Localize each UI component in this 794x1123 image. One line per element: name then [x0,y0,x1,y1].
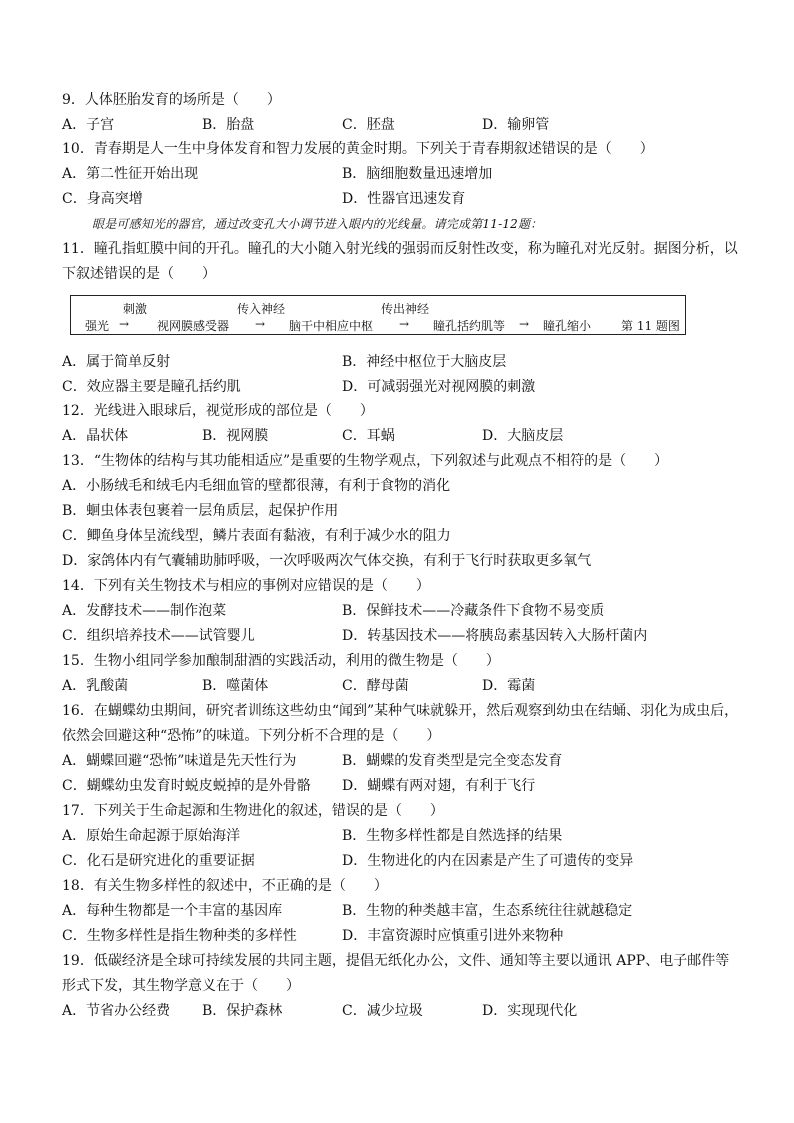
q10-option-c: C．身高突增 [62,191,143,207]
q14-option-d: D．转基因技术——将胰岛素基因转入大肠杆菌内 [342,628,648,644]
q11-option-d: D．可减弱强光对视网膜的刺激 [342,379,536,395]
q16-option-a: A．蝴蝶回避“恐怖”味道是先天性行为 [62,753,297,769]
diagram-node-pupil-constriction: 瞳孔缩小 [543,319,592,333]
q13-option-a: A．小肠绒毛和绒毛内毛细血管的壁都很薄，有利于食物的消化 [62,478,451,494]
q18-option-a: A．每种生物都是一个丰富的基因库 [62,903,283,919]
q16-option-b: B．蝴蝶的发育类型是完全变态发育 [342,753,563,769]
q15-option-a: A．乳酸菌 [62,678,129,694]
question-17-stem: 17．下列关于生命起源和生物进化的叙述，错误的是（ ） [62,803,444,819]
q17-option-a: A．原始生命起源于原始海洋 [62,828,241,844]
question-15-stem: 15．生物小组同学参加酿制甜酒的实践活动，利用的微生物是（ ） [62,653,500,669]
q12-option-a: A．晶状体 [62,428,129,444]
q16-option-d: D．蝴蝶有两对翅，有利于飞行 [342,778,536,794]
q10-option-d: D．性器官迅速发育 [342,191,466,207]
q15-option-b: B．噬菌体 [202,678,269,694]
diagram-node-brainstem-center: 脑干中相应中枢 [289,319,374,333]
question-19-stem-line2: 形式下发，其生物学意义在于（ ） [62,978,300,994]
q17-option-c: C．化石是研究进化的重要证据 [62,853,255,869]
diagram-label-efferent: 传出神经 [381,302,430,316]
question-13-stem: 13．“生物体的结构与其功能相适应”是重要的生物学观点，下列叙述与此观点不相符的是（ ） [62,453,669,469]
reflex-diagram [70,295,686,335]
q15-option-d: D．霉菌 [482,678,536,694]
diagram-node-pupil-sphincter: 瞳孔括约肌等 [433,319,506,333]
q17-option-b: B．生物多样性都是自然选择的结果 [342,828,563,844]
q18-option-d: D．丰富资源时应慎重引进外来物种 [342,928,564,944]
q11-option-c: C．效应器主要是瞳孔括约肌 [62,379,241,395]
question-9-stem: 9．人体胚胎发育的场所是（ ） [62,92,281,108]
q10-option-a: A．第二性征开始出现 [62,166,199,182]
q14-option-b: B．保鲜技术——冷藏条件下食物不易变质 [342,603,605,619]
question-11-stem-line2: 下叙述错误的是（ ） [62,266,216,282]
q19-option-a: A．节省办公经费 [62,1003,171,1019]
question-16-stem-line2: 依然会回避这种“恐怖”的味道。下列分析不合理的是（ ） [62,728,441,744]
question-9-options [62,115,762,135]
q12-option-d: D．大脑皮层 [482,428,564,444]
arrow-icon: → [255,317,266,331]
q13-option-b: B．蛔虫体表包裹着一层角质层，起保护作用 [62,503,339,519]
question-10-options [62,164,762,184]
q19-option-d: D．实现现代化 [482,1003,578,1019]
question-10-stem: 10．青春期是人一生中身体发育和智力发展的黄金时期。下列关于青春期叙述错误的是（ ） [62,141,654,157]
q19-option-c: C．减少垃圾 [342,1003,423,1019]
q12-option-c: C．耳蜗 [342,428,395,444]
q9-option-a: A．子宫 [62,117,115,133]
diagram-caption: 第 11 题图 [621,319,680,333]
diagram-node-retina-receptor: 视网膜感受器 [157,319,230,333]
question-19-stem-line1: 19．低碳经济是全球可持续发展的共同主题，提倡无纸化办公，文件、通知等主要以通讯 APP、电子邮件等 [62,953,730,969]
diagram-node-strong-light: 强光 [85,319,110,333]
q9-option-c: C．胚盘 [342,117,395,133]
q13-option-d: D．家鸽体内有气囊辅助肺呼吸，一次呼吸两次气体交换，有利于飞行时获取更多氧气 [62,553,592,569]
q10-option-b: B．脑细胞数量迅速增加 [342,166,493,182]
q14-option-a: A．发酵技术——制作泡菜 [62,603,227,619]
q18-option-c: C．生物多样性是指生物种类的多样性 [62,928,297,944]
q15-option-c: C．酵母菌 [342,678,409,694]
question-11-stem-line1: 11．瞳孔指虹膜中间的开孔。瞳孔的大小随入射光线的强弱而反射性改变，称为瞳孔对光反射。据图分析，以 [62,241,738,257]
q9-option-b: B．胎盘 [202,117,255,133]
q11-option-a: A．属于简单反射 [62,354,171,370]
question-14-stem: 14．下列有关生物技术与相应的事例对应错误的是（ ） [62,578,430,594]
question-16-stem-line1: 16．在蝴蝶幼虫期间，研究者训练这些幼虫“闻到”某种气味就躲开，然后观察到幼虫在结蛹、羽化为成虫后， [62,703,739,719]
question-18-stem: 18．有关生物多样性的叙述中，不正确的是（ ） [62,878,388,894]
section-intro: 眼是可感知光的器官，通过改变孔大小调节进入眼内的光线量。请完成第11-12题： [92,217,543,231]
arrow-icon: → [119,317,130,331]
diagram-label-stimulus: 刺激 [123,302,148,316]
q14-option-c: C．组织培养技术——试管婴儿 [62,628,255,644]
q17-option-d: D．生物进化的内在因素是产生了可遗传的变异 [342,853,634,869]
q11-option-b: B．神经中枢位于大脑皮层 [342,354,507,370]
q19-option-b: B．保护森林 [202,1003,283,1019]
q9-option-d: D．输卵管 [482,117,550,133]
q12-option-b: B．视网膜 [202,428,269,444]
q18-option-b: B．生物的种类越丰富，生态系统往往就越稳定 [342,903,633,919]
q16-option-c: C．蝴蝶幼虫发育时蜕皮蜕掉的是外骨骼 [62,778,311,794]
arrow-icon: → [519,317,530,331]
diagram-label-afferent: 传入神经 [237,302,286,316]
arrow-icon: → [399,317,410,331]
question-12-stem: 12．光线进入眼球后，视觉形成的部位是（ ） [62,403,374,419]
q13-option-c: C．鲫鱼身体呈流线型，鳞片表面有黏液，有利于减少水的阻力 [62,528,451,544]
